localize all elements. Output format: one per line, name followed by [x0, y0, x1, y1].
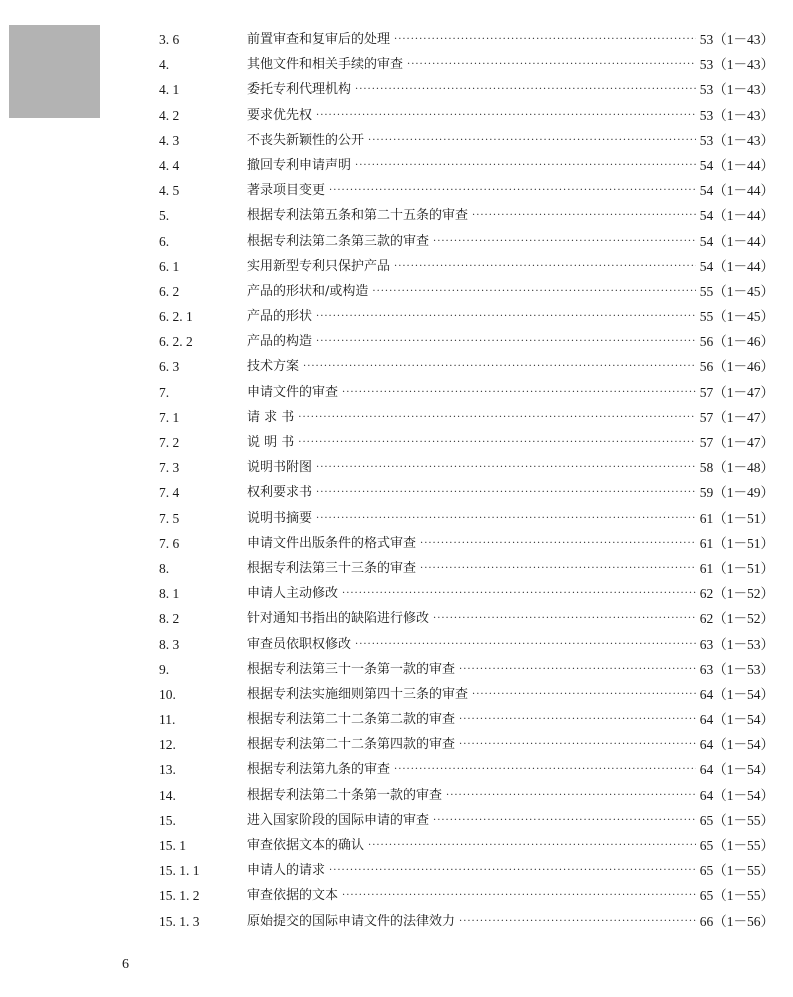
toc-entry-page: 58（1－48） [699, 460, 774, 476]
toc-entry-number: 4. 2 [159, 107, 180, 123]
toc-leader-dots [316, 506, 696, 531]
toc-entry[interactable] [159, 430, 774, 455]
toc-leader-dots [459, 707, 696, 732]
toc-entry[interactable] [159, 707, 774, 732]
toc-entry-number: 12. [159, 737, 176, 753]
toc-entry-title: 权利要求书 [247, 485, 313, 501]
toc-entry-page: 55（1－45） [699, 309, 774, 325]
toc-entry-page: 65（1－55） [699, 888, 774, 904]
toc-entry-number: 8. 2 [159, 611, 180, 627]
toc-leader-dots [316, 480, 696, 505]
toc-entry-page: 61（1－51） [699, 560, 774, 576]
toc-entry-page: 53（1－43） [699, 32, 774, 47]
toc-entry-title: 针对通知书指出的缺陷进行修改 [247, 611, 430, 627]
toc-entry-number: 9. [159, 661, 170, 677]
toc-entry-page: 57（1－47） [699, 409, 774, 425]
toc-entry[interactable] [159, 808, 774, 833]
toc-entry-title: 根据专利法第五条和第二十五条的审查 [247, 208, 469, 224]
toc-entry-page: 54（1－44） [699, 233, 774, 249]
toc-entry-title: 著录项目变更 [247, 183, 326, 199]
toc-leader-dots [433, 606, 696, 631]
toc-entry[interactable] [159, 833, 774, 858]
toc-entry-number: 3. 6 [159, 32, 180, 47]
toc-entry[interactable] [159, 229, 774, 254]
toc-leader-dots [472, 203, 696, 228]
toc-entry-page: 63（1－53） [699, 661, 774, 677]
toc-entry-page: 57（1－47） [699, 435, 774, 450]
toc-leader-dots [316, 455, 696, 480]
toc-entry[interactable] [159, 103, 774, 128]
toc-entry-title: 申请文件出版条件的格式审查 [247, 535, 417, 551]
toc-entry-page: 53（1－43） [699, 82, 774, 98]
toc-entry-title: 要求优先权 [247, 107, 313, 123]
chapter-tab [9, 25, 100, 118]
toc-entry-page: 56（1－46） [699, 334, 774, 350]
toc-entry-page: 62（1－52） [699, 586, 774, 602]
toc-entry[interactable] [159, 757, 774, 782]
toc-entry-title: 根据专利法第二十条第一款的审查 [247, 787, 443, 803]
page-number: 6 [122, 957, 129, 972]
toc-entry-number: 7. 4 [159, 485, 180, 501]
toc-leader-dots [420, 531, 696, 556]
toc-entry-page: 61（1－51） [699, 510, 774, 526]
toc-entry-number: 4. 5 [159, 183, 180, 199]
toc-entry[interactable] [159, 153, 774, 178]
toc-entry-page: 57（1－47） [699, 384, 774, 400]
toc-entry-number: 7. 5 [159, 510, 180, 526]
toc-leader-dots [407, 52, 696, 77]
toc-entry-title: 根据专利法第三十一条第一款的审查 [247, 661, 456, 677]
toc-entry[interactable] [159, 883, 774, 908]
toc-entry[interactable] [159, 279, 774, 304]
toc-entry[interactable] [159, 858, 774, 883]
toc-entry[interactable] [159, 128, 774, 153]
toc-entry-title: 技术方案 [247, 359, 300, 375]
toc-entry[interactable] [159, 203, 774, 228]
toc-entry[interactable] [159, 581, 774, 606]
toc-entry-title: 撤回专利申请声明 [247, 157, 352, 173]
toc-entry[interactable] [159, 52, 774, 77]
toc-leader-dots [459, 657, 696, 682]
toc-entry-number: 7. 2 [159, 435, 180, 450]
toc-leader-dots [355, 153, 696, 178]
toc-entry-page: 54（1－44） [699, 157, 774, 173]
toc-entry-page: 53（1－43） [699, 57, 774, 73]
toc-entry-title: 不丧失新颖性的公开 [247, 132, 365, 148]
toc-entry-title: 说明书摘要 [247, 510, 313, 526]
toc-entry[interactable] [159, 178, 774, 203]
toc-entry[interactable] [159, 380, 774, 405]
toc-leader-dots [433, 229, 696, 254]
toc-entry-number: 4. 3 [159, 132, 180, 148]
toc-entry[interactable] [159, 783, 774, 808]
toc-entry-page: 53（1－43） [699, 132, 774, 148]
toc-leader-dots [342, 883, 696, 908]
toc-leader-dots [316, 103, 696, 128]
toc-entry-number: 15. 1. 3 [159, 913, 200, 929]
toc-entry-page: 65（1－55） [699, 863, 774, 879]
toc-entry-title: 说明书附图 [247, 460, 313, 476]
toc-entry-title: 根据专利法第三十三条的审查 [247, 560, 417, 576]
toc-entry-number: 7. 6 [159, 535, 180, 551]
toc-entry-page: 65（1－55） [699, 838, 774, 853]
toc-entry-title: 产品的构造 [247, 334, 313, 350]
toc-leader-dots [459, 909, 696, 934]
table-of-contents [159, 27, 774, 934]
toc-entry[interactable] [159, 254, 774, 279]
toc-entry-title: 审查员依职权修改 [247, 636, 352, 652]
toc-entry[interactable] [159, 657, 774, 682]
toc-entry-title: 委托专利代理机构 [247, 82, 352, 98]
toc-entry-number: 10. [159, 686, 176, 702]
toc-entry-page: 64（1－54） [699, 712, 774, 728]
toc-entry[interactable] [159, 506, 774, 531]
toc-leader-dots [446, 783, 696, 808]
toc-leader-dots [394, 757, 696, 782]
toc-entry-page: 64（1－54） [699, 686, 774, 702]
toc-entry-number: 6. 2. 1 [159, 309, 193, 325]
toc-entry-page: 55（1－45） [699, 283, 774, 299]
toc-entry[interactable] [159, 354, 774, 379]
toc-entry-page: 54（1－44） [699, 208, 774, 224]
toc-leader-dots [329, 858, 696, 883]
toc-entry-page: 54（1－44） [699, 258, 774, 274]
toc-entry[interactable] [159, 77, 774, 102]
toc-entry-number: 4. [159, 57, 170, 73]
toc-entry-page: 61（1－51） [699, 535, 774, 551]
toc-leader-dots [316, 304, 696, 329]
toc-leader-dots [394, 27, 696, 52]
toc-leader-dots [368, 128, 696, 153]
toc-entry-number: 6. 2. 2 [159, 334, 193, 350]
toc-entry[interactable] [159, 606, 774, 631]
toc-entry-number: 15. [159, 812, 176, 828]
toc-entry-title: 进入国家阶段的国际申请的审查 [247, 812, 430, 828]
toc-entry-title: 审查依据的文本 [247, 888, 339, 904]
toc-leader-dots [303, 354, 696, 379]
toc-entry[interactable] [159, 682, 774, 707]
toc-leader-dots [342, 581, 696, 606]
toc-entry[interactable] [159, 480, 774, 505]
toc-entry-title: 请 求 书 [247, 409, 295, 425]
toc-entry-title: 申请人主动修改 [247, 586, 339, 602]
toc-entry-title: 说 明 书 [247, 435, 295, 450]
toc-entry-page: 59（1－49） [699, 485, 774, 501]
toc-leader-dots [329, 178, 696, 203]
toc-entry-page: 54（1－44） [699, 183, 774, 199]
toc-leader-dots [420, 556, 696, 581]
toc-entry-title: 审查依据文本的确认 [247, 838, 365, 853]
toc-entry-page: 65（1－55） [699, 812, 774, 828]
toc-entry[interactable] [159, 329, 774, 354]
toc-entry-title: 实用新型专利只保护产品 [247, 258, 391, 274]
toc-entry-title: 申请人的请求 [247, 863, 326, 879]
toc-entry[interactable] [159, 909, 774, 934]
toc-entry-number: 6. 3 [159, 359, 180, 375]
toc-entry-title: 根据专利法第二条第三款的审查 [247, 233, 430, 249]
toc-entry-number: 8. [159, 560, 170, 576]
toc-entry-page: 62（1－52） [699, 611, 774, 627]
toc-entry-number: 13. [159, 762, 176, 778]
toc-entry-title: 产品的形状和/或构造 [247, 283, 369, 299]
toc-entry[interactable] [159, 405, 774, 430]
toc-entry-page: 64（1－54） [699, 737, 774, 753]
toc-entry-number: 6. [159, 233, 170, 249]
toc-leader-dots [298, 430, 695, 455]
toc-leader-dots [316, 329, 696, 354]
toc-leader-dots [355, 77, 696, 102]
toc-entry-number: 14. [159, 787, 176, 803]
toc-leader-dots [372, 279, 695, 304]
toc-leader-dots [368, 833, 696, 858]
toc-leader-dots [472, 682, 696, 707]
toc-leader-dots [459, 732, 696, 757]
toc-entry-title: 其他文件和相关手续的审查 [247, 57, 404, 73]
toc-entry-number: 6. 1 [159, 258, 180, 274]
toc-entry-page: 53（1－43） [699, 107, 774, 123]
toc-entry-page: 56（1－46） [699, 359, 774, 375]
toc-entry-number: 4. 4 [159, 157, 180, 173]
toc-entry[interactable] [159, 455, 774, 480]
toc-entry-number: 15. 1. 1 [159, 863, 200, 879]
toc-entry[interactable] [159, 27, 774, 52]
toc-entry-number: 6. 2 [159, 283, 180, 299]
toc-entry[interactable] [159, 556, 774, 581]
toc-entry-title: 前置审查和复审后的处理 [247, 32, 391, 47]
toc-leader-dots [342, 380, 696, 405]
toc-entry-title: 根据专利法第二十二条第二款的审查 [247, 712, 456, 728]
toc-entry-number: 8. 3 [159, 636, 180, 652]
toc-entry-title: 产品的形状 [247, 309, 313, 325]
toc-entry-number: 11. [159, 712, 176, 728]
toc-entry-page: 64（1－54） [699, 762, 774, 778]
toc-leader-dots [433, 808, 696, 833]
toc-entry[interactable] [159, 632, 774, 657]
toc-leader-dots [298, 405, 695, 430]
toc-entry-number: 7. 1 [159, 409, 180, 425]
toc-entry[interactable] [159, 304, 774, 329]
toc-entry-title: 原始提交的国际申请文件的法律效力 [247, 913, 456, 929]
toc-entry-title: 申请文件的审查 [247, 384, 339, 400]
toc-entry[interactable] [159, 531, 774, 556]
toc-entry-number: 15. 1. 2 [159, 888, 200, 904]
toc-entry-title: 根据专利法第二十二条第四款的审查 [247, 737, 456, 753]
toc-entry-number: 7. [159, 384, 170, 400]
toc-entry-title: 根据专利法第九条的审查 [247, 762, 391, 778]
toc-entry-page: 66（1－56） [699, 913, 774, 929]
toc-entry-number: 7. 3 [159, 460, 180, 476]
toc-entry-title: 根据专利法实施细则第四十三条的审查 [247, 686, 469, 702]
toc-leader-dots [355, 632, 696, 657]
toc-entry-page: 64（1－54） [699, 787, 774, 803]
toc-entry-page: 63（1－53） [699, 636, 774, 652]
toc-entry-number: 15. 1 [159, 838, 186, 853]
toc-entry-number: 4. 1 [159, 82, 180, 98]
toc-entry[interactable] [159, 732, 774, 757]
toc-entry-number: 8. 1 [159, 586, 180, 602]
toc-entry-number: 5. [159, 208, 170, 224]
toc-leader-dots [394, 254, 696, 279]
